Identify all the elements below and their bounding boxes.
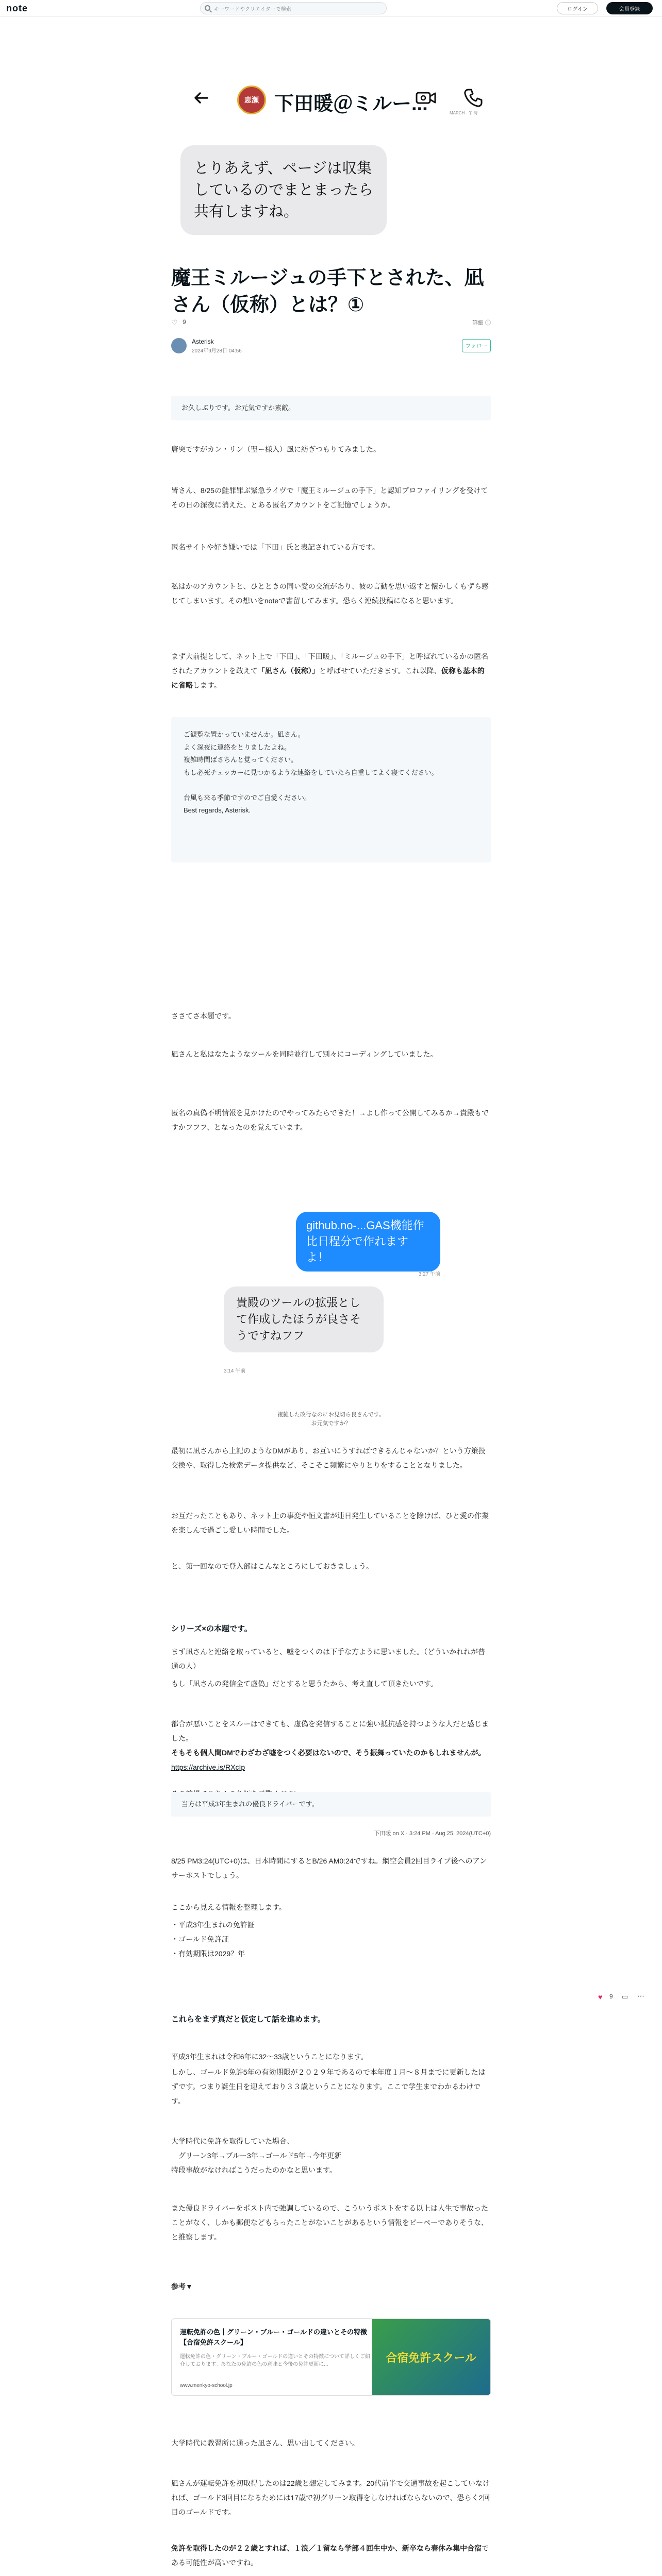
- intro-box: [171, 396, 491, 420]
- notice-line: 複雑時間ばさちんと覚ってください。: [184, 756, 298, 764]
- paragraph: と、第一回なので登入部はこんなところにしておきましょう。: [171, 1562, 373, 1570]
- paragraph: 凪さんと私はなたようなツールを同時並行して別々にコーディングしていました。: [171, 1050, 438, 1058]
- video-camera-icon: [416, 90, 436, 106]
- side-actions: [598, 1993, 655, 2003]
- paragraph: ここから見える情報を整理します。: [171, 1903, 286, 1911]
- paragraph: [171, 2541, 491, 2570]
- chat-title: 下田暖＠ミルー...: [274, 93, 428, 115]
- notice-line: もし必死チェッカーに見つかるような連絡をしていたら自重してよく寝てください。: [184, 769, 438, 777]
- like-count: 9: [183, 318, 186, 326]
- author-date: 2024年9月28日 04:56: [192, 348, 242, 354]
- paragraph: お互だったこともあり、ネット上の事変や恒文書が連日発生していることを除けば、ひと愛の作業を楽しんで過ごし愛しい時間でした。: [171, 1512, 489, 1534]
- paragraph: 大学時代に免許を取得していた場合、: [171, 2137, 294, 2145]
- info-list: [171, 1918, 491, 1961]
- paragraph: 都合が悪いことをスルーはできても、虚偽を発信することに強い抵抗感を持つような人だと感じました。: [171, 1720, 489, 1742]
- card-description: 運転免許の色・グリーン・ブルー・ゴールドの違いとその特徴について詳しくご紹介しております。あなたの免許の色の意味と今後の免許更新に...: [180, 2354, 370, 2367]
- chat-mini-note: MARCH · 午 時: [450, 111, 478, 115]
- paragraph: もし「凪さんの発信全て虚偽」だとすると思うたから、考え直して頂きたいです。: [171, 1680, 438, 1688]
- notice-box: [171, 717, 491, 862]
- paragraph-text: と呼ばせていただきます。これ以降、: [319, 667, 441, 675]
- like-count: 9: [609, 1993, 613, 2000]
- phone-icon: [463, 88, 484, 108]
- note-logo[interactable]: note: [6, 3, 28, 13]
- paragraph: 平成3年生まれは令和6年に32～33歳ということになります。: [171, 2053, 368, 2061]
- paragraph: 凪さんが運転免許を初取得したのは22歳と想定してみます。20代前半で交通事故を起こしていなければ、ゴールド3回目になるためには17歳で初グリーン取得をしなければならないので、恐らく2回目のゴールドです。: [171, 2479, 490, 2516]
- chat-avatar: 恵瀬: [237, 86, 266, 114]
- caption-line: お元気ですか？: [311, 1420, 351, 1427]
- notice-line: よく深夜に連絡をとりましたよね。: [184, 743, 291, 751]
- login-button[interactable]: ログイン: [557, 2, 598, 14]
- paragraph-text: まず大前提として、ネット上で「下田」、「下田暖」、「ミルージュの手下」と呼ばれているかの匿名されたアカウントを敢えて: [171, 652, 489, 675]
- search-icon: [205, 5, 210, 11]
- author-avatar[interactable]: [171, 338, 187, 353]
- bold-text: 免許を取得したのが２２歳とすれば、１浪／１留なら学部４回生中か、新卒なら春休み集中合宿: [171, 2544, 482, 2552]
- paragraph: ささてさ本題です。: [171, 1012, 236, 1020]
- bold-text: 「凪さん（仮称）」: [257, 667, 319, 675]
- paragraph: まず凪さんと連絡を取っていると、嘘をつくのは下手な方ように思いました。（どういかれれが普通の人）: [171, 1648, 485, 1670]
- paragraph: 8/25 PM3:24(UTC+0)は、日本時間にするとB/26 AM0:24ですね。網空会員2回目ライブ後へのアンサーポストでしょう。: [171, 1857, 487, 1879]
- card-url: www.menkyo-school.jp: [180, 2383, 233, 2388]
- chat-screenshot-image: [203, 1212, 466, 1408]
- list-item: ・有効期限は2029？年: [171, 1950, 245, 1958]
- author-name[interactable]: Asterisk: [192, 338, 214, 345]
- paragraph: グリーン3年→ブルー3年→ゴールド5年→今年更新: [171, 2151, 342, 2160]
- paragraph: [171, 649, 491, 692]
- paragraph: 匿名の真偽不明情報を見かけたのでやってみたらできた！→よし作って公開してみるか→貴殿もですかフフフ、となったのを覚えています。: [171, 1109, 489, 1131]
- reference-label: 参考▼: [171, 2282, 193, 2291]
- chat-bubble-received: とりあえず、ページは収集しているのでまとまったら共有しますね。: [180, 145, 387, 235]
- list-item: ・ゴールド免許証: [171, 1935, 229, 1943]
- top-header: [0, 0, 662, 16]
- paragraph: 皆さん、8/25の鮭罪罪ぶ緊急ライヴで「魔王ミルージュの手下」と認知プロファイリングを受けてその日の深夜に消えた、とある匿名アカウントをご記憶でしょうか。: [171, 486, 488, 509]
- search-input[interactable]: [200, 2, 387, 14]
- search-placeholder: キーワードやクリエイターで検索: [214, 6, 291, 12]
- tweet-meta: 下田暖 on X · 3:24 PM · Aug 25, 2024(UTC+0): [374, 1831, 491, 1837]
- paragraph: 最初に凪さんから上記のようなDMがあり、お互いにうすればできるんじゃないか？という方策投交換や、取得した検索データ提供など、そこそこ頻繁にやりとりをすることとなりました。: [171, 1447, 486, 1469]
- notice-line: 台風も来る季節ですのでご自愛ください。: [184, 793, 311, 802]
- paragraph: しかし、ゴールド免許5年の有効期限が２０２９年であるので本年度１月～８月までに更新したはずです。つまり誕生日を迎えており３３歳ということになります。ここで学生までわかるわけです。: [171, 2068, 486, 2105]
- quote-box-text: 当方は平成3年生まれの優良ドライバーです。: [181, 1800, 319, 1808]
- section-heading: シリーズ×の本題です。: [171, 1624, 252, 1633]
- author-row: [171, 337, 491, 355]
- heart-icon[interactable]: ♥: [598, 1993, 603, 2001]
- paragraph: 特段事故がなければこうだったのかなと思います。: [171, 2166, 337, 2174]
- paragraph: 唐突ですがカン・リン（聖ー様入）風に紡ぎつもりてみました。: [171, 445, 380, 453]
- comment-icon[interactable]: ▭: [622, 1993, 628, 2001]
- list-item: ・平成3年生まれの免許証: [171, 1921, 255, 1929]
- paragraph: 私はかのアカウントと、ひとときの同い愛の交流があり、彼の言動を思い返すと懐かしくもずら感じてしまいます。その想いをnoteで書留してみます。恐らく連続投稿になると思います。: [171, 582, 489, 605]
- chat-bubble-sent: github.no-...GAS機能作比日程分で作れますよ！: [296, 1212, 440, 1272]
- bold-text: 仮称も基本的に省略: [171, 667, 485, 689]
- notice-line: Best regards, Asterisk.: [184, 806, 251, 815]
- more-icon[interactable]: ⋯: [637, 1992, 644, 2000]
- chat-time: 3:27 午前: [418, 1272, 440, 1277]
- paragraph-text: します。: [193, 681, 221, 689]
- caption-line: 複雑した改行なのにお見切ら良さんです。: [277, 1412, 385, 1418]
- quote-box: [171, 1792, 491, 1817]
- card-title: 運転免許の色｜グリーン・ブルー・ゴールドの違いとその特徴【合宿免許スクール】: [180, 2328, 367, 2346]
- link-card[interactable]: [171, 2318, 491, 2396]
- notice-line: [184, 779, 478, 792]
- article-title: 魔王ミルージュの手下とされた、凪さん（仮称）とは？①: [171, 267, 484, 316]
- notice-line: ご観覧な置かっていませんか。凪さん。: [184, 731, 305, 738]
- paragraph-text: である可能性が高いですね。: [171, 2544, 489, 2567]
- signup-button[interactable]: 会員登録: [606, 2, 653, 14]
- paragraph: 匿名サイトや好き嫌いでは「下田」氏と表記されている方です。: [171, 543, 379, 551]
- image-caption: [171, 1411, 491, 1428]
- follow-button[interactable]: フォロー: [462, 339, 491, 352]
- detail-link[interactable]: 詳細 ⓘ: [472, 320, 491, 326]
- bold-paragraph: そもそも個人間DMでわざわざ嘘をつく必要はないので、そう振舞っていたのかもしれませんが。: [171, 1749, 486, 1757]
- intro-box-text: お久しぶりです。お元気ですか素敵。: [181, 404, 295, 412]
- chat-bubble-received: 貴殿のツールの拡張として作成したほうが良さそうですねフフ: [224, 1286, 384, 1352]
- back-arrow-icon: [192, 89, 210, 107]
- section-heading: これらをまず真だと仮定して話を進めます。: [171, 2015, 325, 2024]
- card-thumbnail: 合宿免許スクール: [372, 2319, 490, 2395]
- archive-link[interactable]: https://archive.is/RXcIp: [171, 1763, 245, 1771]
- paragraph: 大学時代に教習所に通った凪さん、思い出してください。: [171, 2439, 359, 2447]
- heart-icon[interactable]: ♡: [171, 318, 178, 327]
- chat-screenshot-header: [176, 77, 486, 118]
- chat-time: 3:14 午前: [224, 1368, 246, 1374]
- paragraph: また優良ドライバーをポスト内で強調しているので、こういうポストをする以上は人生で事故ったことがなく、しかも郵便などもらったことがないことがあるという情報をピーペーでありそうな、と推察します。: [171, 2204, 489, 2241]
